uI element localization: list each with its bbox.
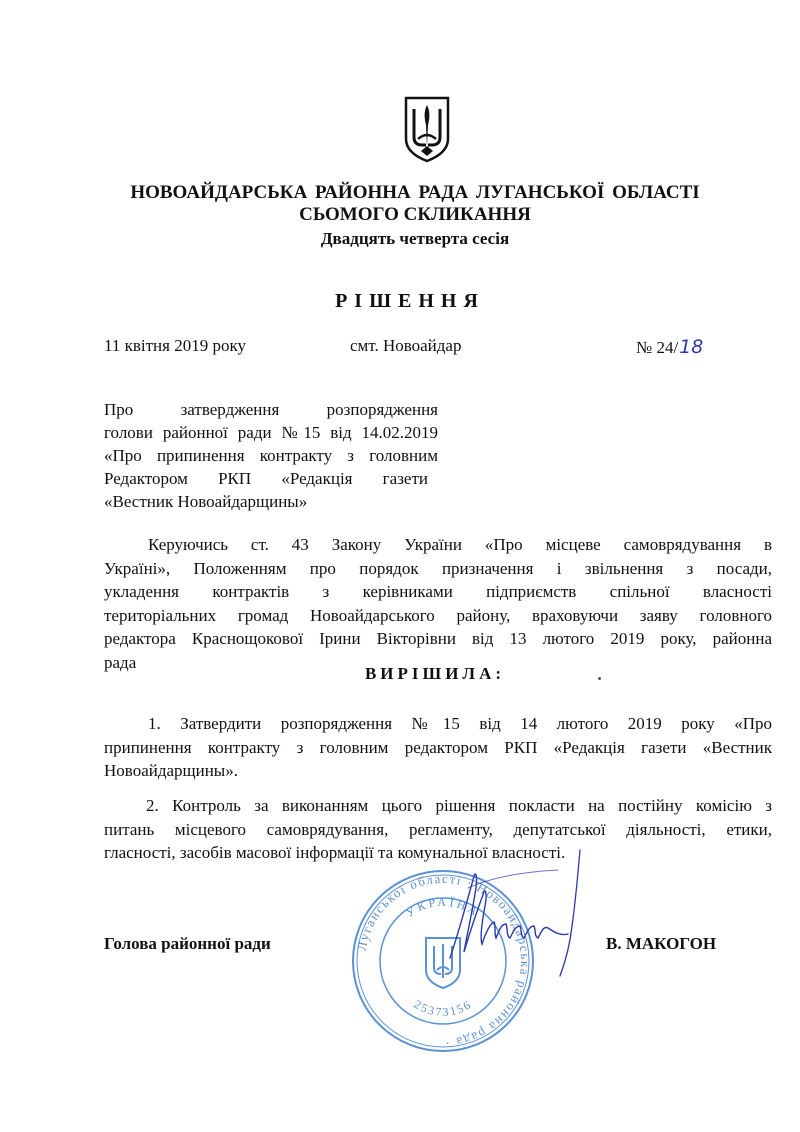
subject-line: «Про припинення контракту з головним: [104, 446, 438, 465]
scan-speck: [598, 677, 601, 680]
resolution-item-1: [104, 712, 772, 783]
preamble-line: Україні», Положенням про порядок призначення і звільнення з посади,: [104, 558, 772, 578]
stamp-outer-text: Луганської області · Новоайдарська районна рада ·: [353, 870, 534, 1052]
decision-number-handwritten: 18: [679, 336, 704, 358]
document-title: РІШЕННЯ: [335, 290, 485, 312]
item-line: питань місцевого самоврядування, регламенту, депутатської діяльності, етики,: [104, 819, 772, 839]
signatory-position: Голова районної ради: [104, 934, 271, 953]
preamble-line: редактора Краснощокової Ірини Вікторівни від 13 лютого 2019 року, районна: [104, 629, 772, 649]
decided-heading: ВИРІШИЛА:: [364, 664, 506, 683]
preamble-line: Керуючись ст. 43 Закону України «Про місцеве самоврядування в: [148, 535, 772, 554]
item-line: 2. Контроль за виконанням цього рішення покласти на постійну комісію з: [146, 796, 772, 815]
convocation: СЬОМОГО СКЛИКАННЯ: [299, 204, 531, 225]
item-line: припинення контракту з головним редактором РКП «Редакція газети «Вестник: [104, 737, 772, 757]
item-line: 1. Затвердити розпорядження №15 від 14 лютого 2019 року «Про: [148, 714, 772, 733]
subject-line: Редактором РКП «Редакція газети: [104, 469, 428, 488]
preamble-line: територіальних громад Новоайдарського району, враховуючи заяву головного: [104, 605, 772, 625]
subject-line: Про затвердження розпорядження: [104, 400, 438, 419]
preamble-paragraph: [104, 533, 772, 675]
svg-text:25373156: [411, 997, 474, 1019]
stamp-top-text: УКРАЇНА: [403, 894, 483, 920]
preamble-line: укладення контрактів з керівниками підприємств спільної власності: [104, 582, 772, 602]
subject-block: [104, 398, 438, 513]
session: Двадцять четверта сесія: [320, 229, 510, 248]
item-line: Новоайдарщины».: [104, 761, 238, 781]
subject-line: «Вестник Новоайдарщины»: [104, 492, 308, 511]
signatory-name: В. МАКОГОН: [606, 934, 717, 953]
decision-place: смт. Новоайдар: [350, 336, 462, 355]
subject-line: голови районної ради №15 від 14.02.2019: [104, 423, 438, 442]
preamble-line: рада: [104, 652, 137, 672]
handwritten-signature: [430, 848, 600, 988]
decision-number: [636, 336, 703, 358]
decision-date: 11 квітня 2019 року: [104, 336, 246, 355]
decision-number-prefix: № 24/: [636, 338, 679, 357]
item-line: гласності, засобів масової інформації та комунальної власності.: [104, 843, 566, 863]
coat-of-arms-icon: [402, 95, 452, 163]
stamp-code: 25373156: [411, 996, 475, 1020]
council-name: НОВОАЙДАРСЬКА РАЙОННА РАДА ЛУГАНСЬКОЇ ОБЛАСТІ: [130, 182, 700, 203]
